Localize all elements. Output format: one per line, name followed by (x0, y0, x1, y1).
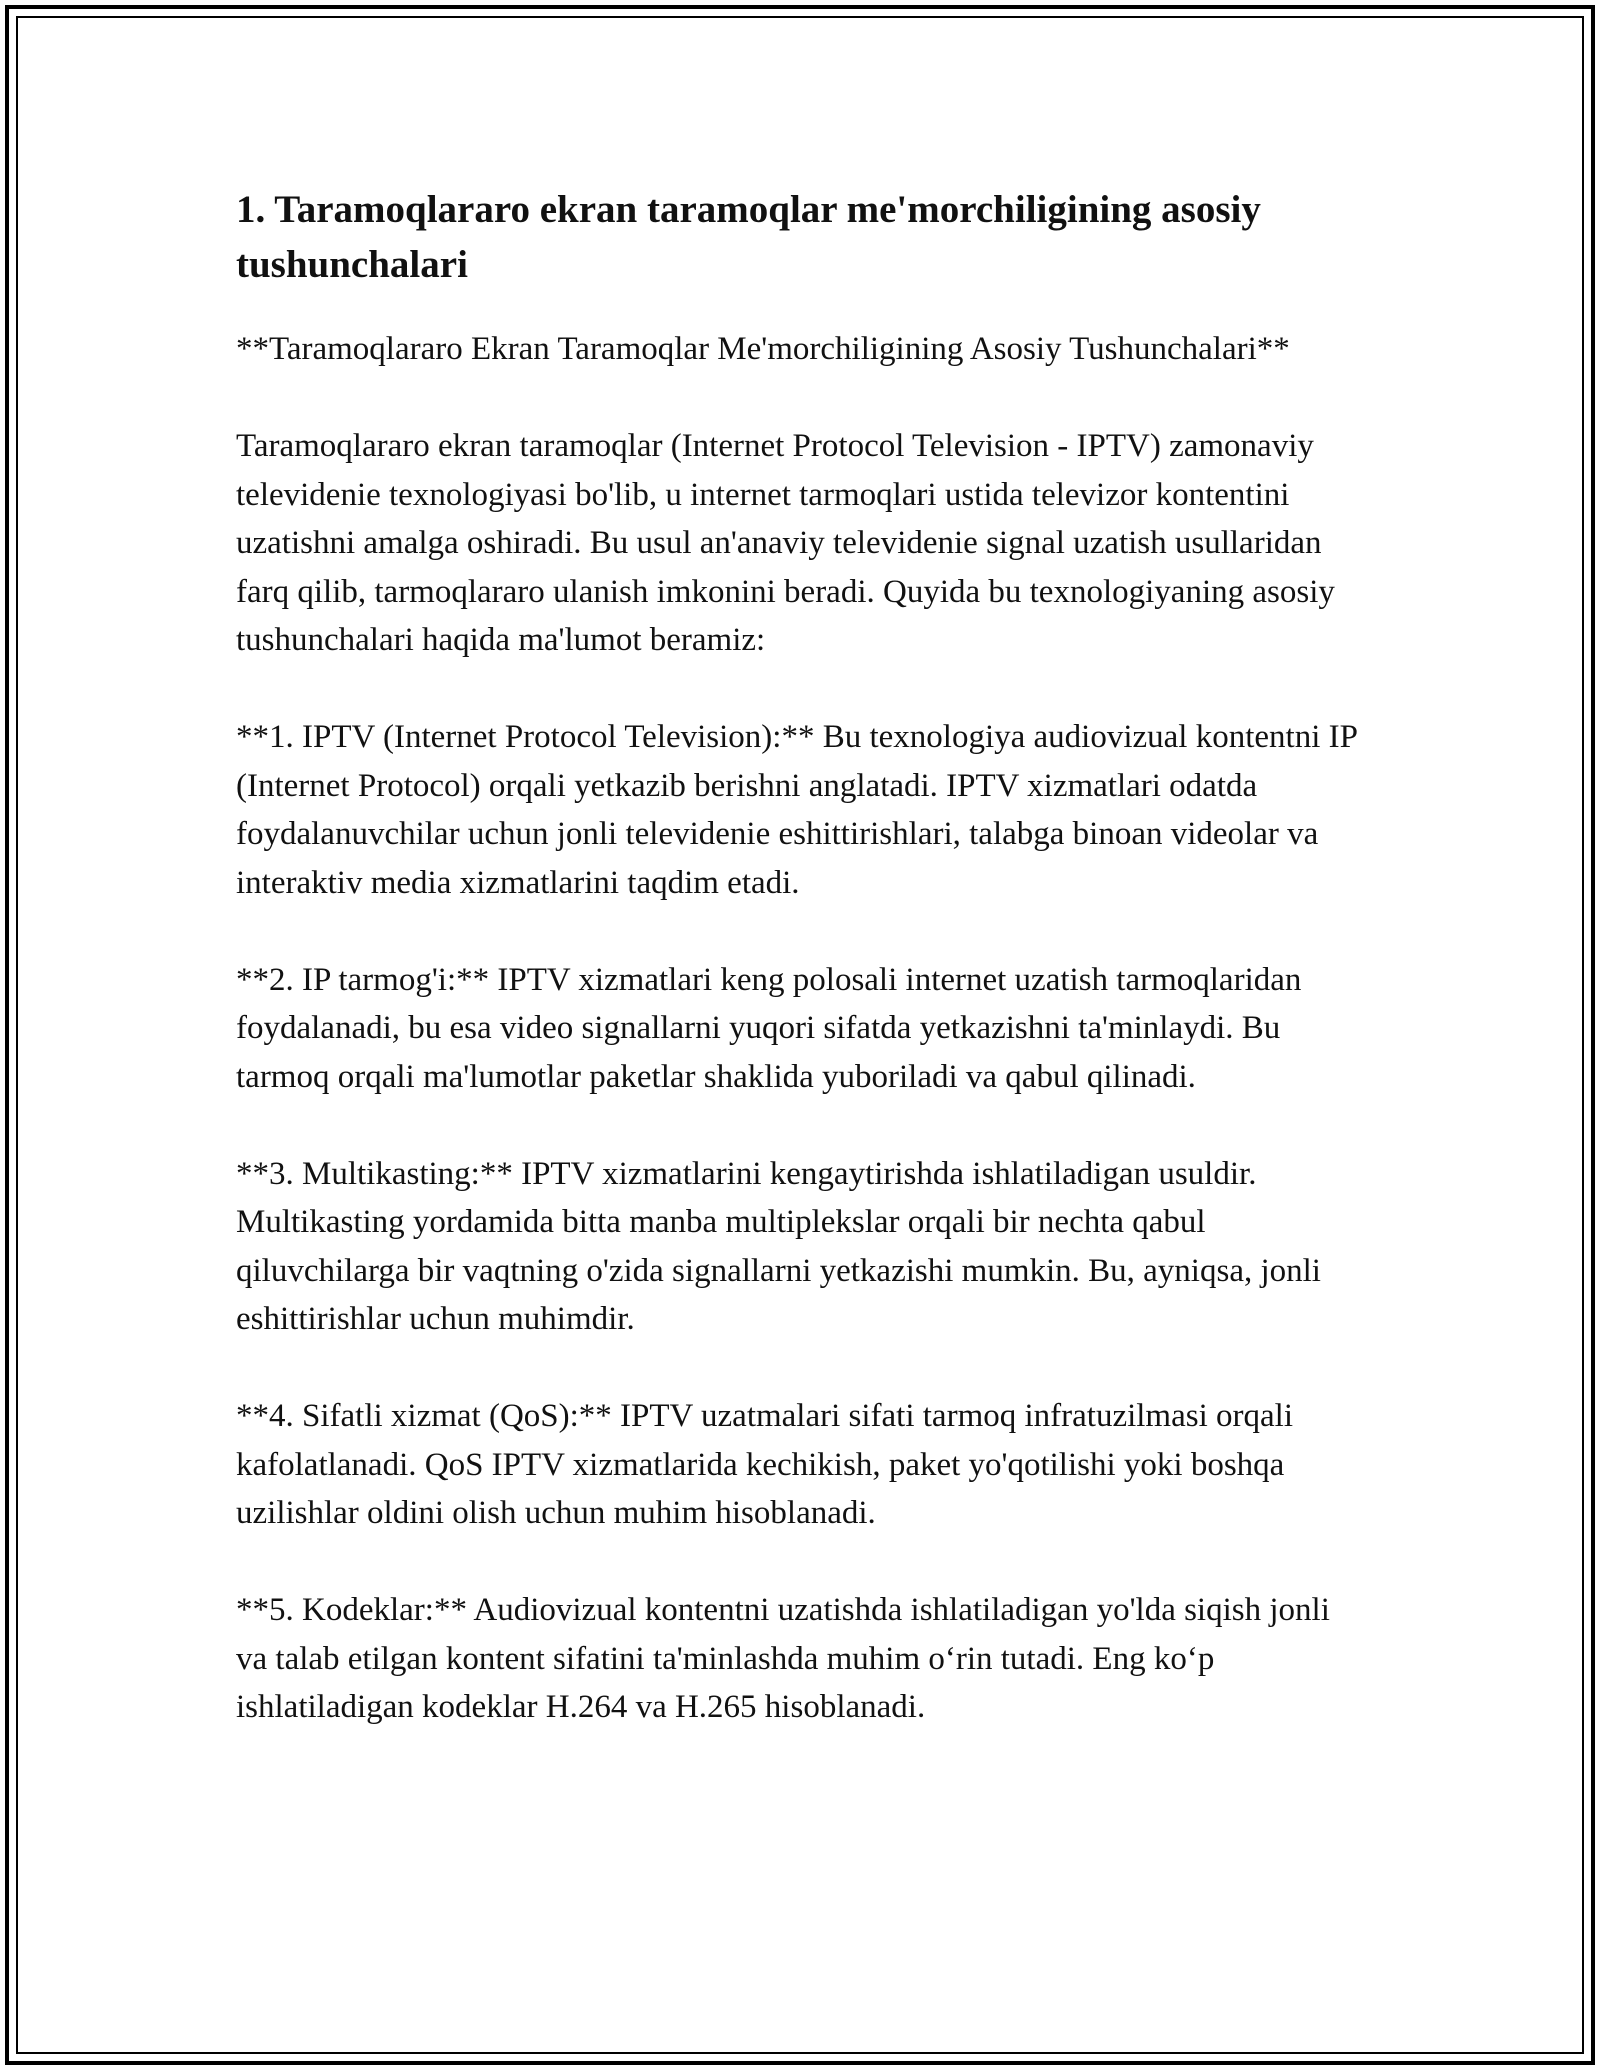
item-paragraph-iptv: **1. IPTV (Internet Protocol Television):** Bu texnologiya audiovizual kontentni IP (Internet Protocol) orqali yetkazib berishni anglatadi. IPTV xizmatlari odatda foydalanuvchilar uchun jonli televidenie eshittirishlari, talabga binoan videolar va interaktiv media xizmatlarini taqdim etadi. (236, 719, 1357, 901)
item-paragraph-codecs: **5. Kodeklar:** Audiovizual kontentni uzatishda ishlatiladigan yo'lda siqish jonli va talab etilgan kontent sifatini ta'minlashda muhim o‘rin tutadi. Eng ko‘p ishlatiladigan kodeklar H.264 va H.265 hisoblanadi. (236, 1592, 1330, 1725)
document-heading: 1. Taramoqlararo ekran taramoqlar me'morchiligining asosiy tushunchalari (236, 188, 1261, 286)
document-body (236, 182, 1366, 1732)
intro-paragraph: Taramoqlararo ekran taramoqlar (Internet Protocol Television - IPTV) zamonaviy televidenie texnologiyasi bo'lib, u internet tarmoqlari ustida televizor kontentini uzatishni amalga oshiradi. Bu usul an'anaviy televidenie signal uzatish usullaridan farq qilib, tarmoqlararo ulanish imkonini beradi. Quyida bu texnologiyaning asosiy tushunchalari haqida ma'lumot beramiz: (236, 428, 1335, 658)
item-paragraph-ip-network: **2. IP tarmog'i:** IPTV xizmatlari keng polosali internet uzatish tarmoqlaridan foydalanadi, bu esa video signallarni yuqori sifatda yetkazishni ta'minlaydi. Bu tarmoq orqali ma'lumotlar paketlar shaklida yuboriladi va qabul qilinadi. (236, 961, 1302, 1095)
subtitle-paragraph: **Taramoqlararo Ekran Taramoqlar Me'morchiligining Asosiy Tushunchalari** (236, 331, 1290, 367)
item-paragraph-multicasting: **3. Multikasting:** IPTV xizmatlarini kengaytirishda ishlatiladigan usuldir. Multikasting yordamida bitta manba multiplekslar orqali bir nechta qabul qiluvchilarga bir vaqtning o'zida signallarni yetkazishi mumkin. Bu, ayniqsa, jonli eshittirishlar uchun muhimdir. (236, 1155, 1321, 1337)
item-paragraph-qos: **4. Sifatli xizmat (QoS):** IPTV uzatmalari sifati tarmoq infratuzilmasi orqali kafolatlanadi. QoS IPTV xizmatlarida kechikish, paket yo'qotilishi yoki boshqa uzilishlar oldini olish uchun muhim hisoblanadi. (236, 1398, 1293, 1531)
